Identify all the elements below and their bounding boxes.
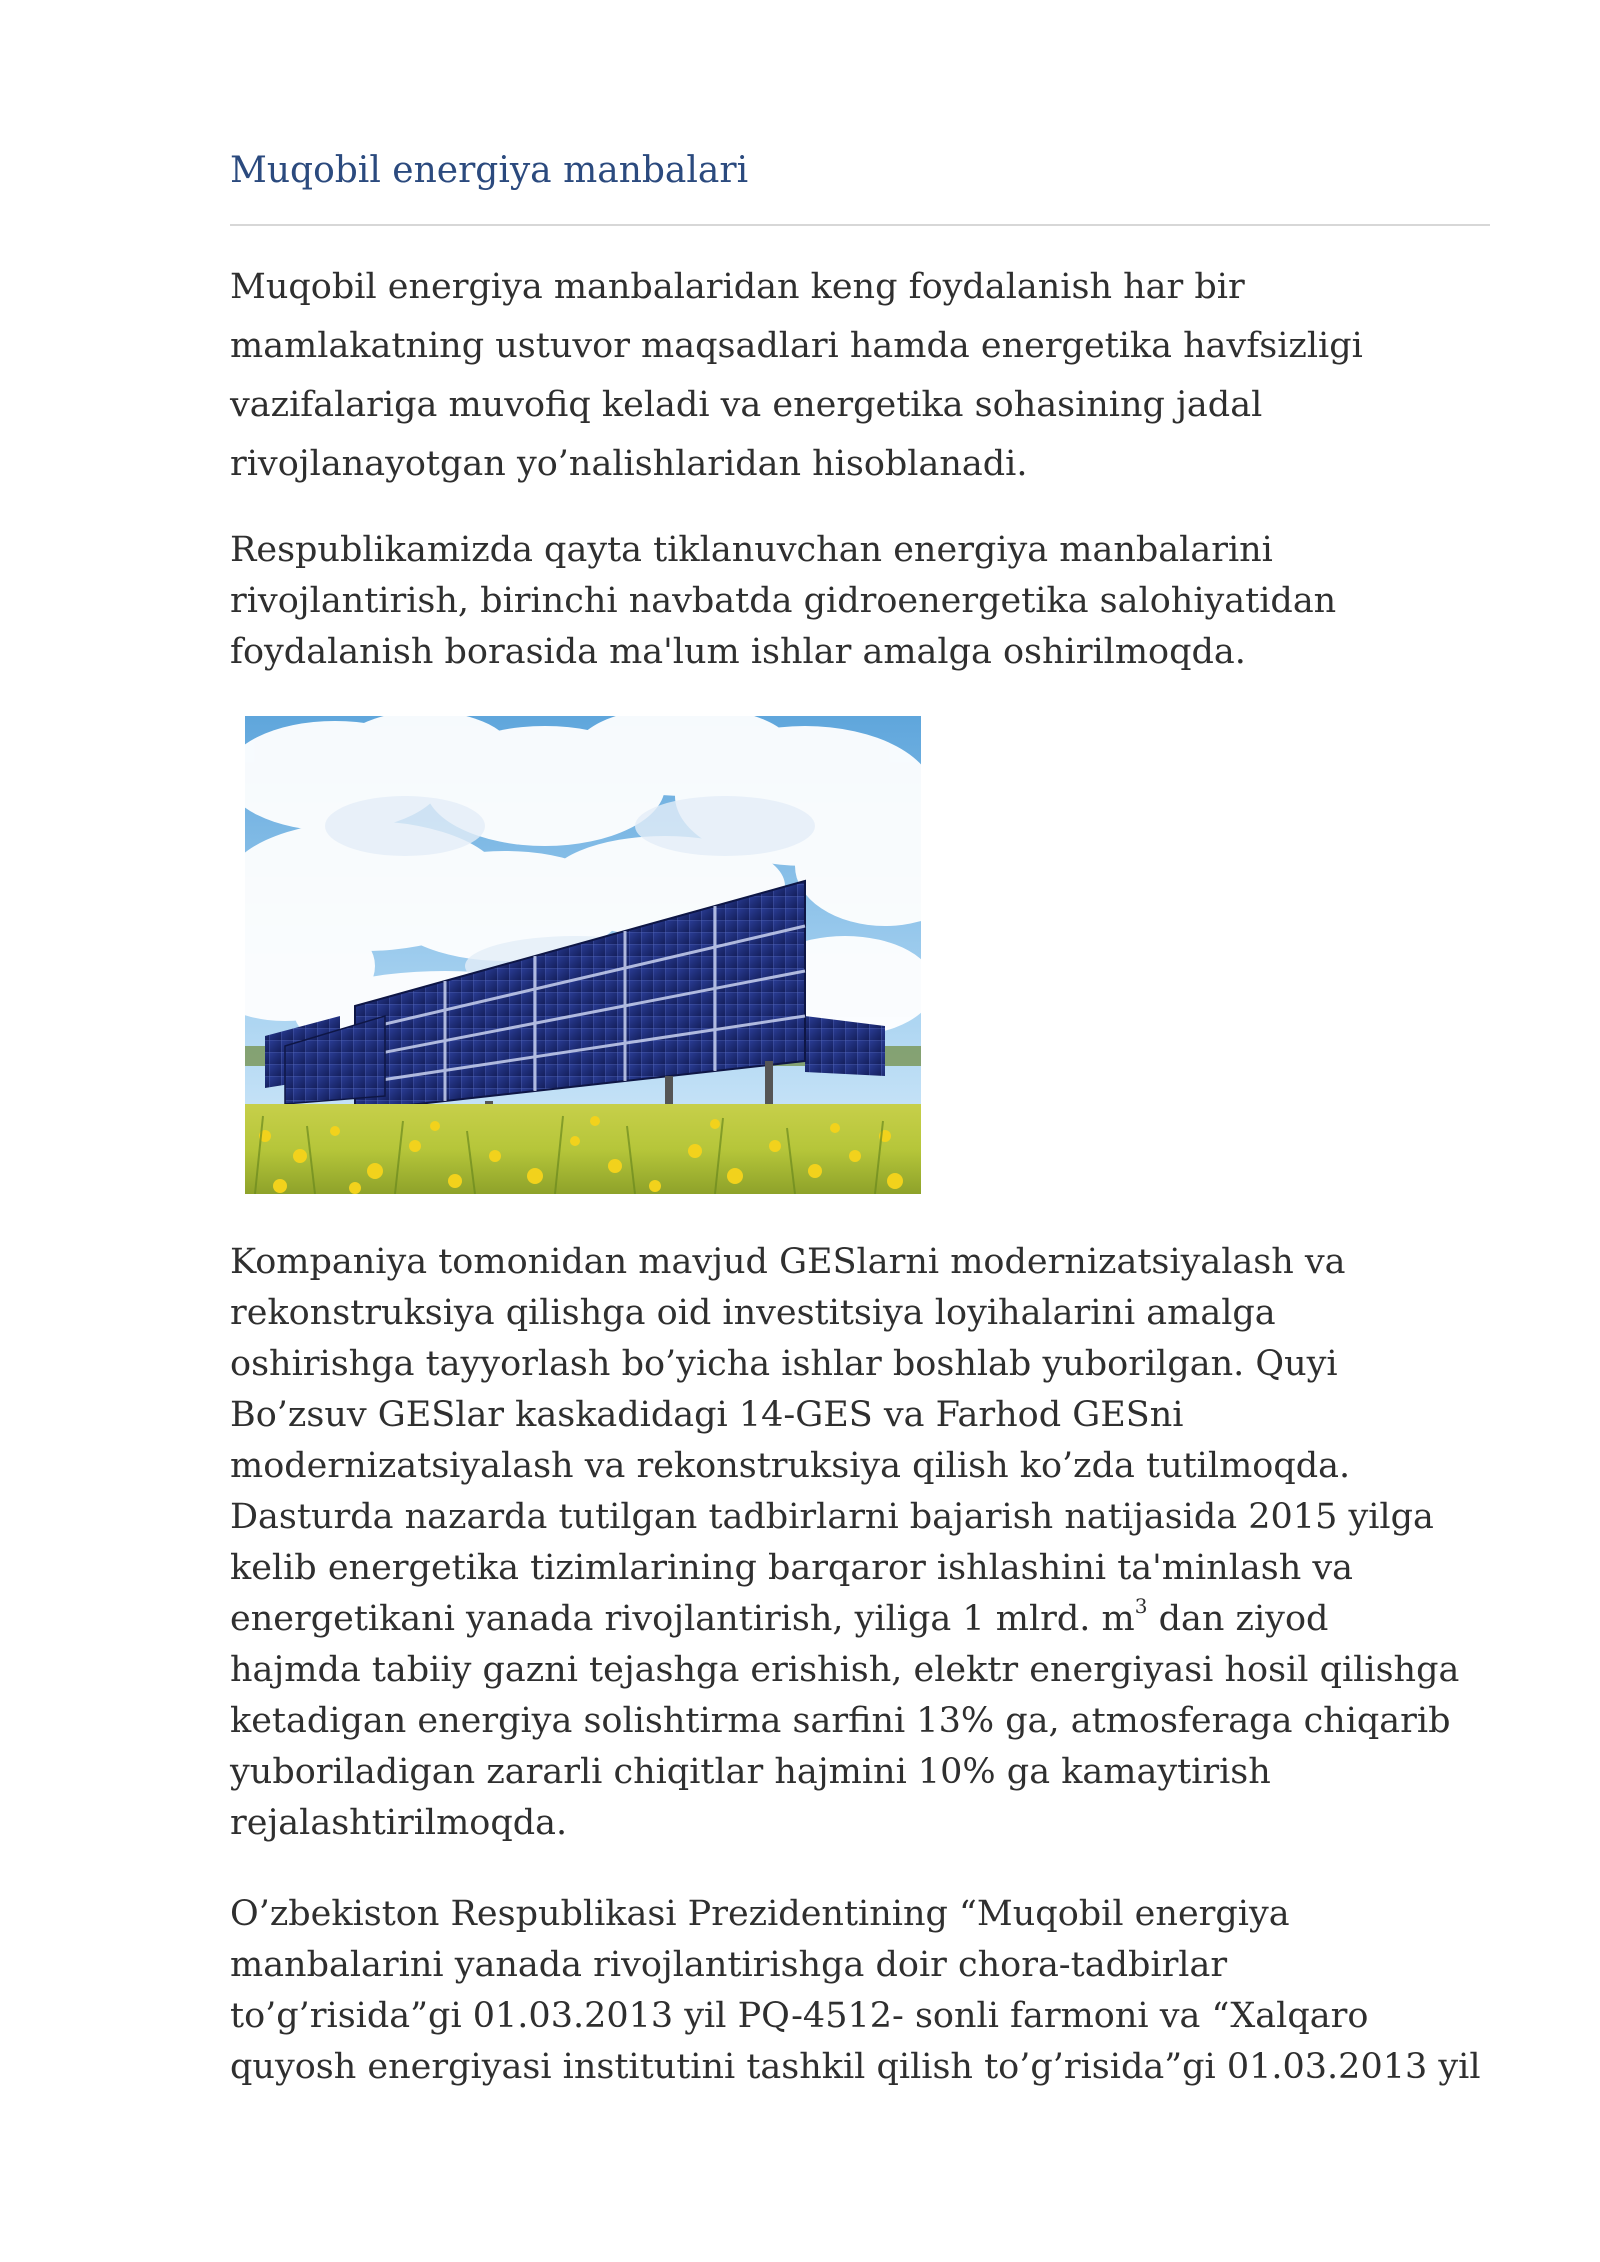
- text-line: quyosh energiyasi institutini tashkil qilish to’g’risida”gi 01.03.2013 yil: [230, 2047, 1481, 2087]
- republic-paragraph: [230, 525, 1336, 678]
- text-line: Muqobil energiya manbalaridan keng foydalanish har bir: [230, 267, 1245, 307]
- text-line: rejalashtirilmoqda.: [230, 1803, 568, 1843]
- text-line: Respublikamizda qayta tiklanuvchan energiya manbalarini: [230, 530, 1273, 570]
- text-line: manbalarini yanada rivojlantirishga doir chora-tadbirlar: [230, 1945, 1228, 1985]
- title-divider: [230, 224, 1490, 226]
- text-line: rekonstruksiya qilishga oid investitsiya loyihalarini amalga: [230, 1293, 1276, 1333]
- intro-paragraph: [230, 258, 1363, 494]
- text-line: modernizatsiyalash va rekonstruksiya qilish ko’zda tutilmoqda.: [230, 1446, 1351, 1486]
- text-line: oshirishga tayyorlash bo’yicha ishlar boshlab yuborilgan. Quyi: [230, 1344, 1338, 1384]
- unit-superscript: 3: [1134, 1594, 1148, 1619]
- text-line: kelib energetika tizimlarining barqaror ishlashini ta'minlash va: [230, 1548, 1354, 1588]
- text-line: to’g’risida”gi 01.03.2013 yil PQ-4512- sonli farmoni va “Xalqaro: [230, 1996, 1369, 2036]
- text-line: foydalanish borasida ma'lum ishlar amalga oshirilmoqda.: [230, 632, 1246, 672]
- text-line: vazifalariga muvofiq keladi va energetika sohasining jadal: [230, 385, 1263, 425]
- text-line: rivojlanayotgan yo’nalishlaridan hisoblanadi.: [230, 444, 1028, 484]
- president-paragraph: [230, 1889, 1481, 2093]
- text-line-with-unit: [230, 1594, 1459, 1645]
- solar-panels-photo: [245, 716, 921, 1194]
- text-line: Kompaniya tomonidan mavjud GESlarni modernizatsiyalash va: [230, 1242, 1346, 1282]
- page-title: Muqobil energiya manbalari: [230, 150, 749, 191]
- company-paragraph: [230, 1237, 1459, 1849]
- text-line: ketadigan energiya solishtirma sarfini 13% ga, atmosferaga chiqarib: [230, 1701, 1451, 1741]
- text-line: Bo’zsuv GESlar kaskadidagi 14-GES va Farhod GESni: [230, 1395, 1184, 1435]
- unit-line-start: energetikani yanada rivojlantirish, yiliga 1 mlrd. m: [230, 1599, 1135, 1639]
- text-line: mamlakatning ustuvor maqsadlari hamda energetika havfsizligi: [230, 326, 1363, 366]
- text-line: rivojlantirish, birinchi navbatda gidroenergetika salohiyatidan: [230, 581, 1337, 621]
- unit-line-end: dan ziyod: [1147, 1599, 1329, 1639]
- text-line: O’zbekiston Respublikasi Prezidentining “Muqobil energiya: [230, 1894, 1290, 1934]
- text-line: Dasturda nazarda tutilgan tadbirlarni bajarish natijasida 2015 yilga: [230, 1497, 1434, 1537]
- text-line: hajmda tabiiy gazni tejashga erishish, elektr energiyasi hosil qilishga: [230, 1650, 1460, 1690]
- text-line: yuboriladigan zararli chiqitlar hajmini 10% ga kamaytirish: [230, 1752, 1271, 1792]
